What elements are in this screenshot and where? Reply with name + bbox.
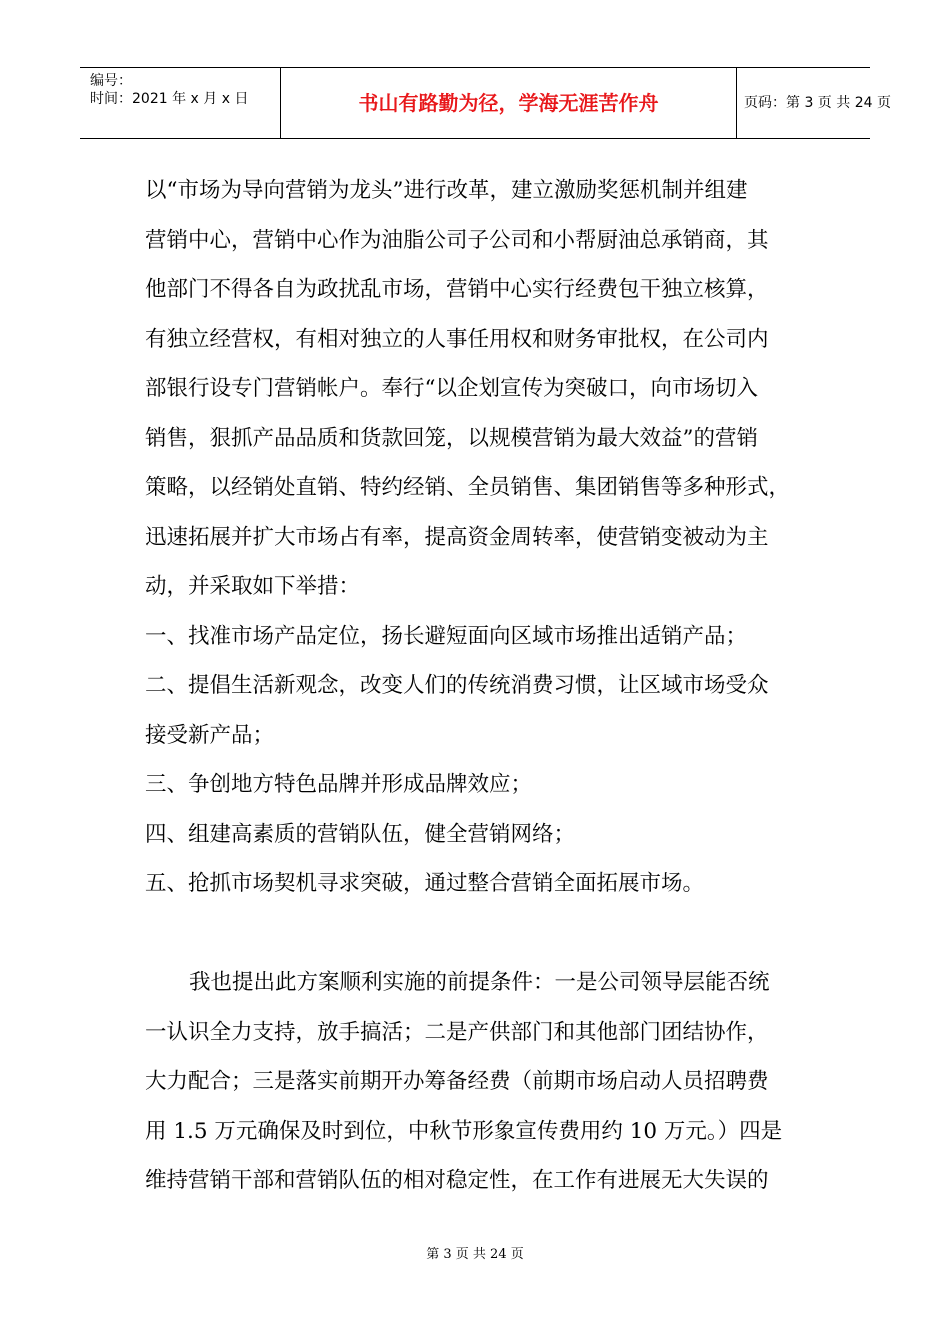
- paragraph-gap: [145, 909, 825, 959]
- text-line: 动，并采取如下举措：: [145, 574, 361, 599]
- header-motto: 书山有路勤为径，学海无涯苦作舟: [358, 91, 659, 115]
- header-right-cell: [736, 68, 891, 138]
- text-line: 有独立经营权，有相对独立的人事任用权和财务审批权，在公司内: [145, 326, 769, 352]
- text-line: 用 1.5 万元确保及时到位，中秋节形象宣传费用约 10 万元。）四是: [145, 1118, 783, 1144]
- page-header: [80, 67, 891, 139]
- list-item: 五、抢抓市场契机寻求突破，通过整合营销全面拓展市场。: [145, 871, 705, 896]
- document-body: [145, 166, 825, 1206]
- paragraph-conditions: [145, 958, 825, 1206]
- text-line: 部银行设专门营销帐户。奉行“以企划宣传为突破口，向市场切入: [145, 376, 758, 401]
- text-line: 他部门不得各自为政扰乱市场，营销中心实行经费包干独立核算，: [145, 277, 769, 302]
- document-time-label: 时间：2021 年 x 月 x 日: [90, 91, 249, 107]
- list-item: 三、争创地方特色品牌并形成品牌效应；: [145, 772, 533, 797]
- text-line: 大力配合；三是落实前期开办筹备经费（前期市场启动人员招聘费: [145, 1069, 769, 1094]
- text-line: 销售，狠抓产品品质和货款回笼，以规模营销为最大效益”的营销: [145, 425, 758, 451]
- header-motto-cell: [280, 68, 737, 138]
- measures-list: [145, 612, 825, 909]
- list-item: 一、找准市场产品定位，扬长避短面向区域市场推出适销产品；: [145, 623, 748, 649]
- text-line: 我也提出此方案顺利实施的前提条件：一是公司领导层能否统: [189, 970, 770, 995]
- list-item: 四、组建高素质的营销队伍，健全营销网络；: [145, 821, 576, 847]
- text-line: 策略，以经销处直销、特约经销、全员销售、集团销售等多种形式，: [145, 475, 791, 500]
- text-line: 迅速拓展并扩大市场占有率，提高资金周转率，使营销变被动为主: [145, 524, 769, 550]
- text-line: 维持营销干部和营销队伍的相对稳定性，在工作有进展无大失误的: [145, 1168, 769, 1193]
- text-line: 一认识全力支持，放手搞活；二是产供部门和其他部门团结协作，: [145, 1019, 769, 1045]
- paragraph-reform: [145, 166, 825, 612]
- text-line: 营销中心，营销中心作为油脂公司子公司和小帮厨油总承销商，其: [145, 227, 769, 253]
- list-item: 接受新产品；: [145, 722, 275, 748]
- header-page-code: 页码：第 3 页 共 24 页: [744, 95, 891, 111]
- text-line: 以“市场为导向营销为龙头”进行改革，建立激励奖惩机制并组建: [145, 178, 748, 203]
- document-number-label: 编号：: [90, 73, 132, 89]
- header-left-cell: [80, 68, 280, 138]
- list-item: 二、提倡生活新观念，改变人们的传统消费习惯，让区域市场受众: [145, 673, 769, 698]
- page-footer: 第 3 页 共 24 页: [426, 1247, 524, 1262]
